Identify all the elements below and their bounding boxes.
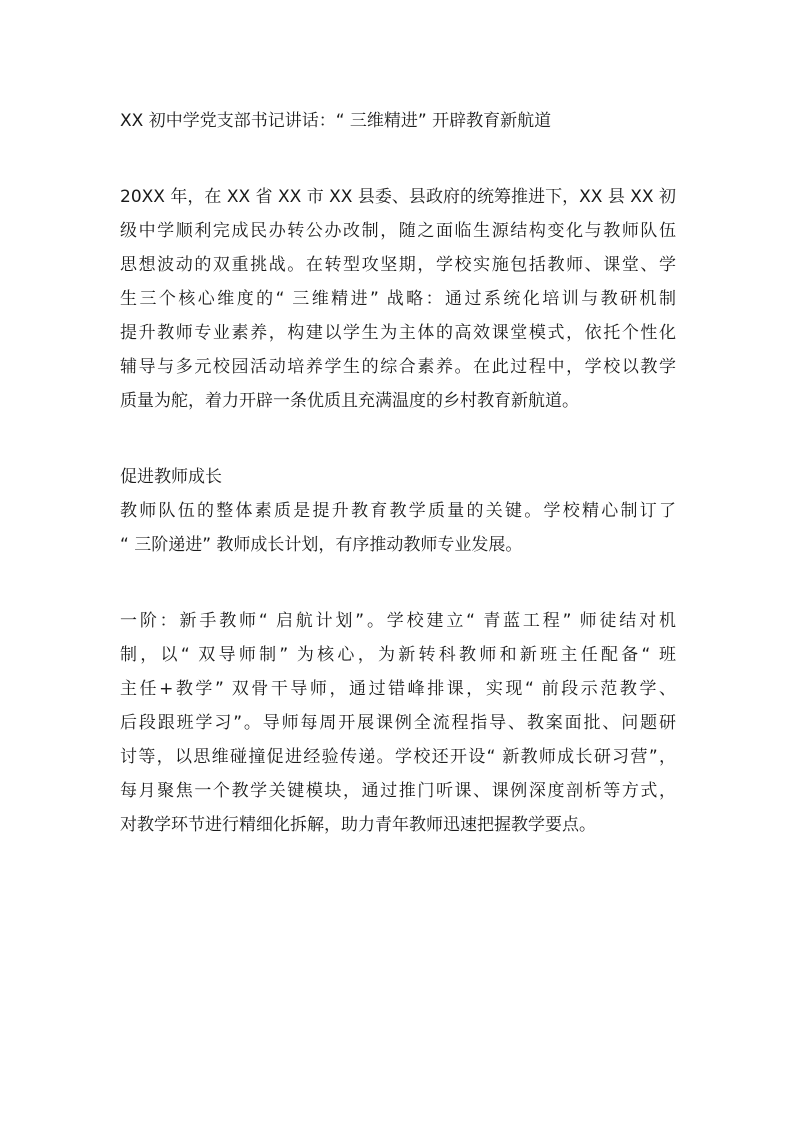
stage-one-paragraph [120,604,676,842]
paragraph-line: 级中学顺利完成民办转公办改制，随之面临生源结构变化与教师队伍 [120,221,676,241]
paragraph-line: 生三个核心维度的“ 三维精进” 战略：通过系统化培训与教研机制 [120,289,676,309]
intro-paragraph [120,180,676,418]
blank-line [120,418,676,460]
paragraph-line: 后段跟班学习”。导师每周开展课例全流程指导、教案面批、问题研 [120,713,676,733]
paragraph-line: 制，以“ 双导师制” 为核心，为新转科教师和新班主任配备“ 班 [120,645,676,665]
blank-line [120,562,676,604]
paragraph-line: 一阶：新手教师“ 启航计划”。学校建立“ 青蓝工程” 师徒结对机 [120,611,676,631]
paragraph-line: 20XX 年，在 XX 省 XX 市 XX 县委、县政府的统筹推进下，XX 县 XX 初 [120,187,676,207]
paragraph-line: “ 三阶递进” 教师成长计划，有序推动教师专业发展。 [120,535,523,555]
paragraph-line: 每月聚焦一个教学关键模块，通过推门听课、课例深度剖析等方式， [120,781,676,801]
paragraph-line: 质量为舵，着力开辟一条优质且充满温度的乡村教育新航道。 [120,391,579,411]
paragraph-line: 教师队伍的整体素质是提升教育教学质量的关键。学校精心制订了 [120,501,676,521]
document-body [120,104,676,842]
paragraph-line: 提升教师专业素养，构建以学生为主体的高效课堂模式，依托个性化 [120,323,676,343]
paragraph-line: 讨等，以思维碰撞促进经验传递。学校还开设“ 新教师成长研习营”， [120,747,676,767]
document-title: XX 初中学党支部书记讲话：“ 三维精进” 开辟教育新航道 [120,111,552,131]
blank-line [120,138,676,180]
paragraph-line: 主任+教学” 双骨干导师，通过错峰排课，实现“ 前段示范教学、 [120,679,676,699]
paragraph-line: 辅导与多元校园活动培养学生的综合素养。在此过程中，学校以教学 [120,357,676,377]
paragraph-line: 对教学环节进行精细化拆解，助力青年教师迅速把握教学要点。 [120,815,596,835]
paragraph-line: 思想波动的双重挑战。在转型攻坚期，学校实施包括教师、课堂、学 [120,255,676,275]
section-paragraph [120,494,676,562]
section-heading: 促进教师成长 [120,467,222,487]
